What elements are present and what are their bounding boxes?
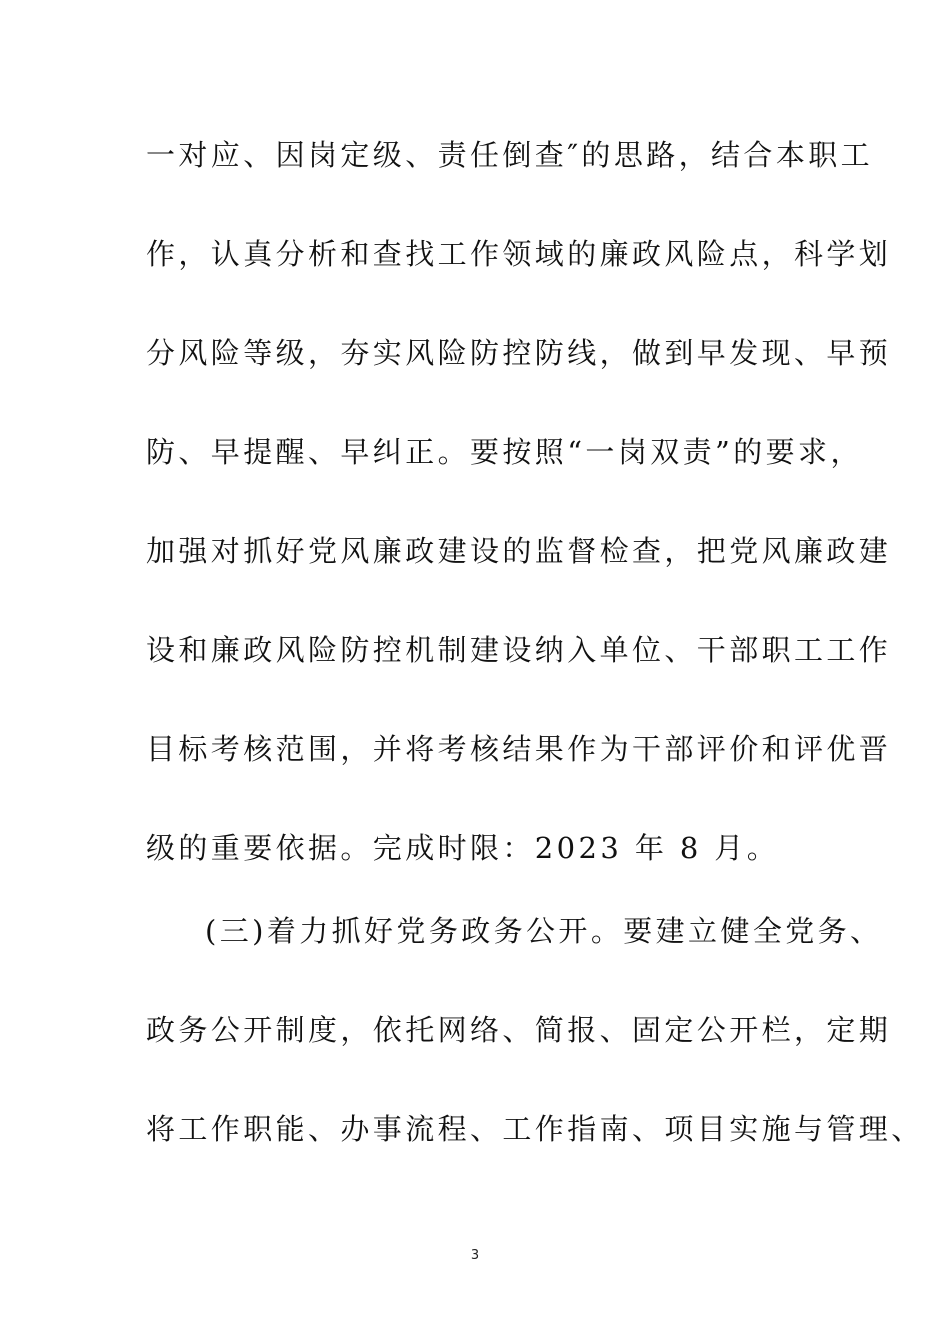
text-line-10: 政务公开制度，依托网络、简报、固定公开栏，定期 — [146, 1013, 892, 1047]
text-line-2: 作，认真分析和查找工作领域的廉政风险点，科学划 — [146, 237, 892, 271]
text-line-5: 加强对抓好党风廉政建设的监督检查，把党风廉政建 — [146, 534, 892, 568]
text-line-8: 级的重要依据。完成时限：2023 年 8 月。 — [146, 831, 780, 865]
page-number: 3 — [470, 1248, 480, 1263]
text-line-11: 将工作职能、办事流程、工作指南、项目实施与管理、 — [146, 1112, 924, 1146]
text-line-4: 防、早提醒、早纠正。要按照“一岗双责”的要求， — [146, 435, 863, 469]
text-line-3: 分风险等级，夯实风险防控防线，做到早发现、早预 — [146, 336, 892, 370]
text-line-7: 目标考核范围，并将考核结果作为干部评价和评优晋 — [146, 732, 892, 766]
text-line-6: 设和廉政风险防控机制建设纳入单位、干部职工工作 — [146, 633, 892, 667]
text-line-1: 一对应、因岗定级、责任倒查″的思路，结合本职工 — [146, 138, 874, 172]
paragraph-start-line: (三)着力抓好党务政务公开。要建立健全党务、 — [205, 914, 883, 948]
